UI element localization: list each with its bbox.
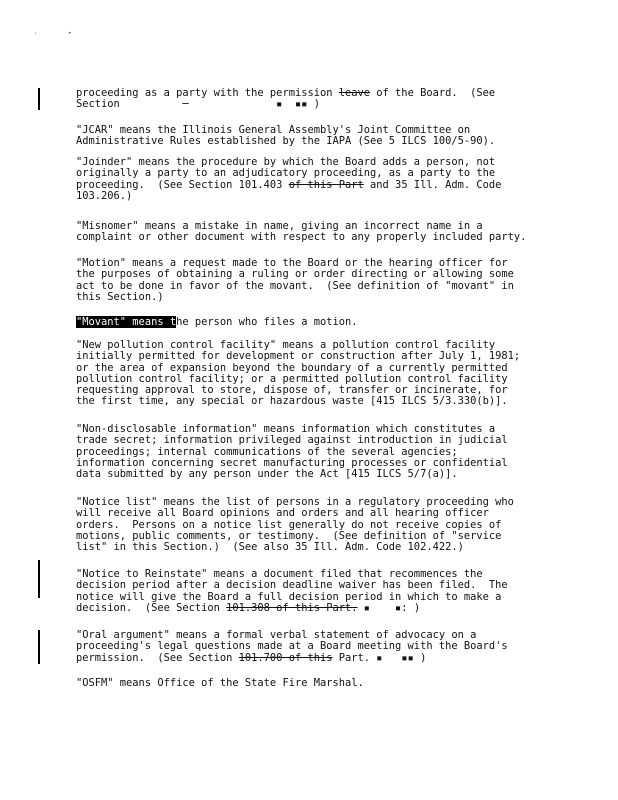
text-segment: "Non-disclosable information" means information which constitutes a xyxy=(76,423,496,435)
scan-speck: • xyxy=(68,30,72,37)
text-segment: notice will give the Board a full decision period in which to make a xyxy=(76,590,502,603)
text-segment: Administrative Rules established by the IAPA (See 5 ILCS 100/5-90). xyxy=(76,135,496,148)
deleted-text: 101.700 of this xyxy=(238,651,333,664)
text-segment: "Notice to Reinstate" means a document filed that recommences the xyxy=(76,568,483,580)
text-line xyxy=(76,292,522,303)
definition-paragraph xyxy=(76,678,522,689)
text-segment: "New pollution control facility" means a pollution control facility xyxy=(76,339,496,351)
text-segment: "JCAR" means the Illinois General Assembly's Joint Committee on xyxy=(76,124,471,136)
text-segment: Part. ▪ ▪▪ ) xyxy=(332,651,427,664)
definition-paragraph xyxy=(76,157,522,202)
definition-paragraph xyxy=(76,569,522,614)
text-segment: proceeding as a party with the permission xyxy=(76,87,339,99)
text-segment: pollution control facility; or a permitted pollution control facility xyxy=(76,372,508,385)
text-segment: "Oral argument" means a formal verbal statement of advocacy on a xyxy=(76,629,477,641)
definition-paragraph xyxy=(76,630,522,664)
text-segment: act to be done in favor of the movant. (See definition of "movant" in xyxy=(76,279,514,292)
text-segment: "Joinder" means the procedure by which the Board adds a person, not xyxy=(76,156,496,168)
text-segment: "Motion" means a request made to the Board or the hearing officer for xyxy=(76,257,508,269)
definition-paragraph xyxy=(76,497,522,553)
definition-paragraph xyxy=(76,258,522,303)
text-segment: decision period after a decision deadline waiver has been filed. The xyxy=(76,579,508,592)
text-line xyxy=(76,317,522,328)
text-segment: information concerning secret manufacturing processes or confidential xyxy=(76,456,508,469)
change-bar xyxy=(38,560,40,598)
text-segment: the purposes of obtaining a ruling or order directing or allowing some xyxy=(76,268,514,281)
change-bar xyxy=(38,88,40,110)
text-line xyxy=(76,542,522,553)
text-segment: orders. Persons on a notice list generally do not receive copies of xyxy=(76,518,502,531)
definition-paragraph xyxy=(76,220,527,244)
definition-paragraph xyxy=(76,317,522,328)
scan-speck: ' xyxy=(34,32,38,39)
text-segment: "Notice list" means the list of persons in a regulatory proceeding who xyxy=(76,496,514,508)
text-segment: will receive all Board opinions and orders and all hearing officer xyxy=(76,507,489,520)
text-segment: complaint or other document with respect to any properly included party. xyxy=(76,231,527,244)
text-line xyxy=(76,603,522,614)
text-line xyxy=(76,99,522,110)
text-segment: list" in this Section.) (See also 35 Ill. Adm. Code 102.422.) xyxy=(76,541,464,554)
text-segment: the first time, any special or hazardous waste [415 ILCS 5/3.330(b)]. xyxy=(76,395,508,408)
text-segment: of the Board. (See xyxy=(370,87,496,99)
text-segment: 103.206.) xyxy=(76,189,133,202)
text-segment: motions, public comments, or testimony. (See definition of "service xyxy=(76,529,502,542)
text-segment: "Misnomer" means a mistake in name, giving an incorrect name in a xyxy=(76,220,483,232)
text-segment: proceedings; internal communications of the several agencies; xyxy=(76,445,458,458)
text-segment: permission. (See Section xyxy=(76,651,239,664)
text-line xyxy=(76,653,522,664)
text-segment: ▪ ▪: ) xyxy=(357,601,421,614)
change-bar xyxy=(38,630,40,664)
deleted-text: of this Part xyxy=(288,178,364,191)
highlighted-text: "Movant" means t xyxy=(76,316,177,328)
text-segment: Section ─ ▪ ▪▪ ) xyxy=(76,98,320,111)
text-segment: proceeding's legal questions made at a Board meeting with the Board's xyxy=(76,640,508,653)
text-segment: this Section.) xyxy=(76,290,164,303)
text-line xyxy=(76,180,522,191)
text-line xyxy=(76,469,522,480)
text-segment: "OSFM" means Office of the State Fire Marshal. xyxy=(76,677,364,689)
definition-paragraph xyxy=(76,424,522,480)
text-line xyxy=(76,191,522,202)
text-segment: data submitted by any person under the Act [415 ILCS 5/7(a)]. xyxy=(76,468,458,481)
text-segment: and 35 Ill. Adm. Code xyxy=(363,178,502,191)
text-line xyxy=(76,678,522,689)
deleted-text: leave xyxy=(338,87,371,99)
text-segment: he person who files a motion. xyxy=(176,316,358,328)
definition-paragraph xyxy=(76,340,522,408)
text-line xyxy=(76,136,522,147)
text-line xyxy=(76,396,522,407)
definition-paragraph xyxy=(76,88,522,111)
deleted-text: 101.308 of this Part. xyxy=(226,601,358,614)
text-segment: requesting approval to store, dispose of, transfer or incinerate, for xyxy=(76,384,508,397)
text-segment: proceeding. (See Section 101.403 xyxy=(76,178,289,191)
text-segment: originally a party to an adjudicatory proceeding, as a party to the xyxy=(76,167,496,180)
definition-paragraph xyxy=(76,125,522,148)
text-segment: initially permitted for development or construction after July 1, 1981; xyxy=(76,350,521,363)
text-segment: trade secret; information privileged against introduction in judicial xyxy=(76,434,508,447)
text-line xyxy=(76,231,527,244)
text-segment: decision. (See Section xyxy=(76,601,227,614)
text-segment: or the area of expansion beyond the boundary of a currently permitted xyxy=(76,361,508,374)
